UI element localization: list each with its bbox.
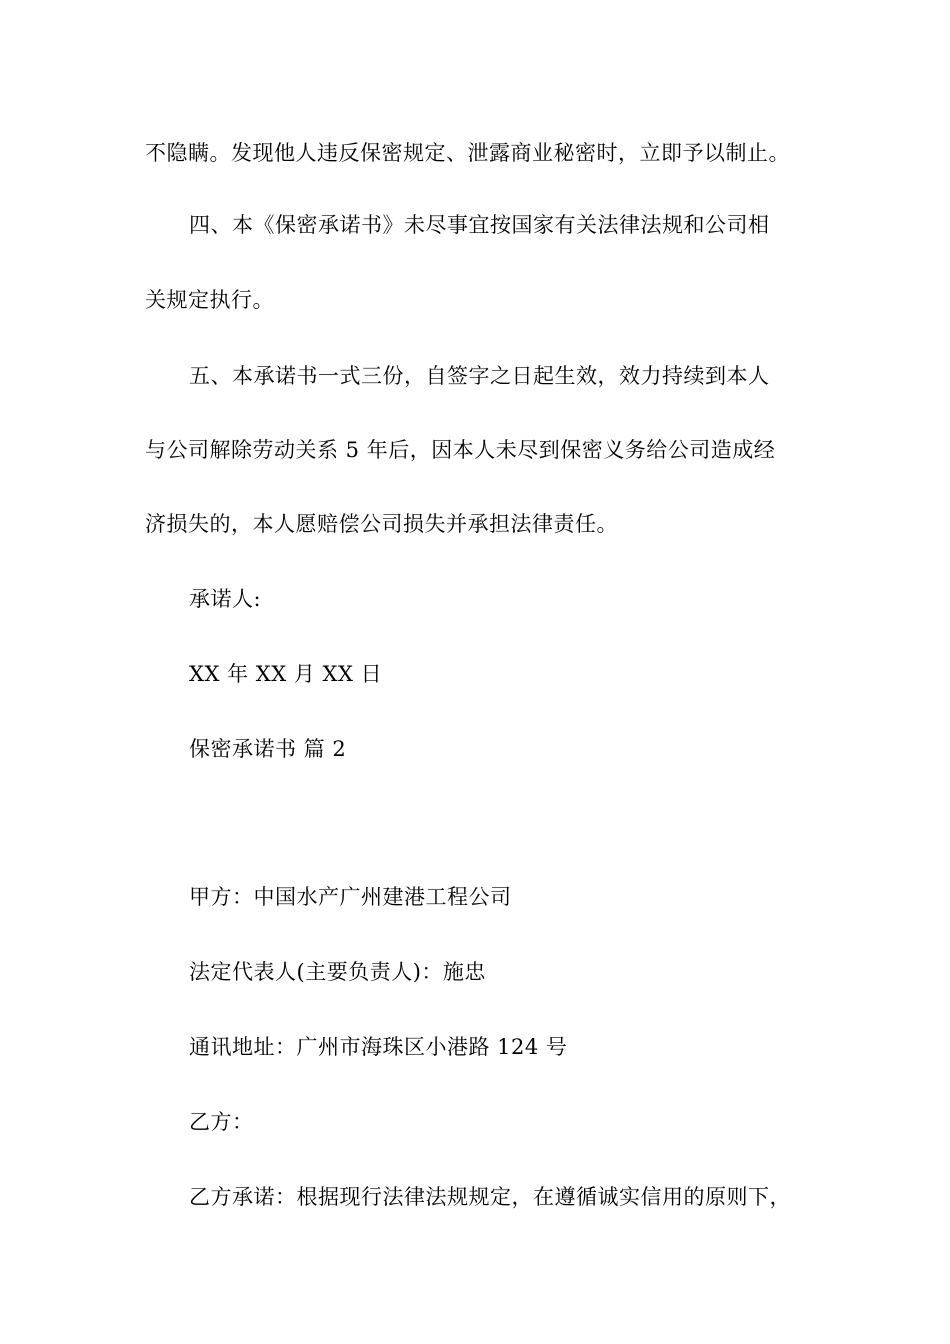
date-line: XX 年 XX 月 XX 日 xyxy=(189,662,383,686)
clause-four-line-2: 关规定执行。 xyxy=(145,288,274,312)
party-a-line: 甲方：中国水产广州建港工程公司 xyxy=(189,885,512,909)
party-b-line: 乙方： xyxy=(189,1110,254,1134)
address-line: 通讯地址：广州市海珠区小港路 124 号 xyxy=(189,1035,568,1059)
paragraph-line-1: 不隐瞒。发现他人违反保密规定、泄露商业秘密时，立即予以制止。 xyxy=(145,141,790,165)
clause-four-line-1: 四、本《保密承诺书》未尽事宜按国家有关法律法规和公司相 xyxy=(189,213,770,237)
section-title: 保密承诺书 篇 2 xyxy=(189,737,347,761)
legal-representative-line: 法定代表人(主要负责人)：施忠 xyxy=(189,960,486,984)
clause-five-line-2: 与公司解除劳动关系 5 年后，因本人未尽到保密义务给公司造成经 xyxy=(145,438,776,462)
party-b-promise-line: 乙方承诺：根据现行法律法规规定，在遵循诚实信用的原则下， xyxy=(189,1185,791,1209)
clause-five-line-1: 五、本承诺书一式三份，自签字之日起生效，效力持续到本人 xyxy=(189,364,770,388)
promisor-label: 承诺人: xyxy=(189,587,262,611)
clause-five-line-3: 济损失的，本人愿赔偿公司损失并承担法律责任。 xyxy=(145,512,618,536)
